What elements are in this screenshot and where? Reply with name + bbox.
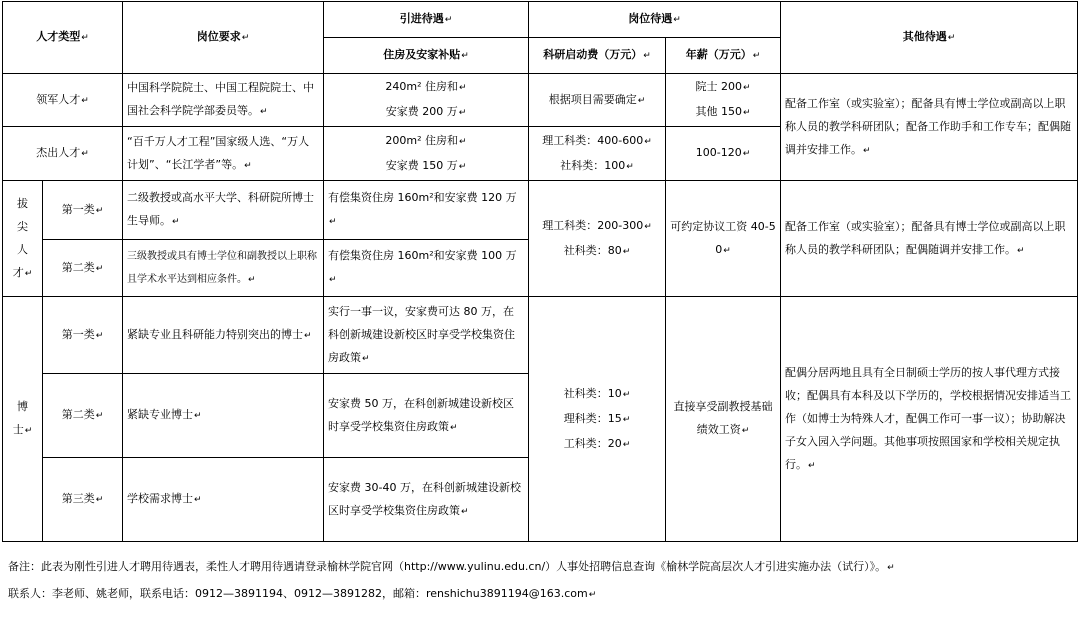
phd-req3: 学校需求博士 ↵ [123, 458, 324, 542]
header-salary: 年薪（万元） ↵ [666, 38, 781, 74]
footer-note: 备注：此表为刚性引进人才聘用待遇表，柔性人才聘用待遇请登录榆林学院官网（http://www.yulinu.edu.cn/）人事处招聘信息查询《榆林学院高层次人才引进实施办法（试行）》。 ↵ [8, 554, 1072, 581]
outstanding-research-funds: 理工科类：400-600 ↵ 社科类：100 ↵ [529, 127, 666, 181]
outstanding-housing: 200m² 住房和 ↵ 安家费 150 万 ↵ [324, 127, 529, 181]
outstanding-type: 杰出人才 ↵ [3, 127, 123, 181]
leader-type: 领军人才 ↵ [3, 74, 123, 127]
top-talent-req2: 三级教授或具有博士学位和副教授以上职称且学术水平达到相应条件。 ↵ [123, 240, 324, 297]
footer-contact: 联系人：李老师、姚老师，联系电话：0912—3891194、0912—3891282，邮箱：renshichu3891194@163.com ↵ [8, 581, 1072, 608]
header-research-funds: 科研启动费（万元） ↵ [529, 38, 666, 74]
top-talent-group-label: 拔 尖 人 才 ↵ [3, 181, 43, 297]
phd-req2: 紧缺专业博士 ↵ [123, 374, 324, 458]
outstanding-salary: 100-120 ↵ [666, 127, 781, 181]
phd-group-label: 博 士 ↵ [3, 297, 43, 542]
top-talent-other-benefits: 配备工作室（或实验室）；配备具有博士学位或副高以上职称人员的教学科研团队；配偶随调并安排工作。 ↵ [781, 181, 1078, 297]
header-intro-benefits: 引进待遇 ↵ [324, 2, 529, 38]
phd-housing1: 实行一事一议，安家费可达 80 万，在科创新城建设新校区时享受学校集资住房政策 ↵ [324, 297, 529, 374]
header-position-benefits: 岗位待遇 ↵ [529, 2, 781, 38]
row-leader [3, 74, 1078, 127]
top-talent-req1: 二级教授或高水平大学、科研院所博士生导师。 ↵ [123, 181, 324, 240]
header-requirements: 岗位要求 ↵ [123, 2, 324, 74]
phd-other-benefits: 配偶分居两地且具有全日制硕士学历的按人事代理方式接收；配偶具有本科及以下学历的，学校根据情况安排适当工作（如博士为特殊人才，配偶工作可一事一议）；协助解决子女入园入学问题。其他事项按照国家和学校相关规定执行。 ↵ [781, 297, 1078, 542]
top-talent-housing1: 有偿集资住房 160m²和安家费 120 万 ↵ [324, 181, 529, 240]
top-talent-salary: 可约定协议工资 40-50 ↵ [666, 181, 781, 297]
top-talent-housing2: 有偿集资住房 160m²和安家费 100 万 ↵ [324, 240, 529, 297]
top-talent-research-funds: 理工科类：200-300 ↵ 社科类：80 ↵ [529, 181, 666, 297]
phd-cat1: 第一类 ↵ [43, 297, 123, 374]
phd-req1: 紧缺专业且科研能力特别突出的博士 ↵ [123, 297, 324, 374]
phd-cat3: 第三类 ↵ [43, 458, 123, 542]
header-other-benefits: 其他待遇 ↵ [781, 2, 1078, 74]
header-talent-type: 人才类型 ↵ [3, 2, 123, 74]
phd-research-funds: 社科类：10 ↵ 理科类：15 ↵ 工科类：20 ↵ [529, 297, 666, 542]
row-phd-1 [3, 297, 1078, 374]
header-row-1 [3, 2, 1078, 38]
leader-requirements: 中国科学院院士、中国工程院院士、中国社会科学院学部委员等。 ↵ [123, 74, 324, 127]
phd-housing2: 安家费 50 万，在科创新城建设新校区时享受学校集资住房政策 ↵ [324, 374, 529, 458]
leader-salary: 院士 200 ↵ 其他 150 ↵ [666, 74, 781, 127]
leader-housing: 240m² 住房和 ↵ 安家费 200 万 ↵ [324, 74, 529, 127]
row-top-talent-1 [3, 181, 1078, 240]
benefits-table [2, 1, 1078, 542]
leader-outstanding-other-benefits: 配备工作室（或实验室）；配备具有博士学位或副高以上职称人员的教学科研团队；配备工作助手和工作专车；配偶随调并安排工作。 ↵ [781, 74, 1078, 181]
footer-notes [8, 554, 1072, 608]
leader-research-funds: 根据项目需要确定 ↵ [529, 74, 666, 127]
header-housing: 住房及安家补贴 ↵ [324, 38, 529, 74]
outstanding-requirements: “百千万人才工程”国家级人选、“万人计划”、“长江学者”等。 ↵ [123, 127, 324, 181]
phd-housing3: 安家费 30-40 万，在科创新城建设新校区时享受学校集资住房政策 ↵ [324, 458, 529, 542]
phd-salary: 直接享受副教授基础绩效工资 ↵ [666, 297, 781, 542]
top-talent-cat2: 第二类 ↵ [43, 240, 123, 297]
phd-cat2: 第二类 ↵ [43, 374, 123, 458]
top-talent-cat1: 第一类 ↵ [43, 181, 123, 240]
